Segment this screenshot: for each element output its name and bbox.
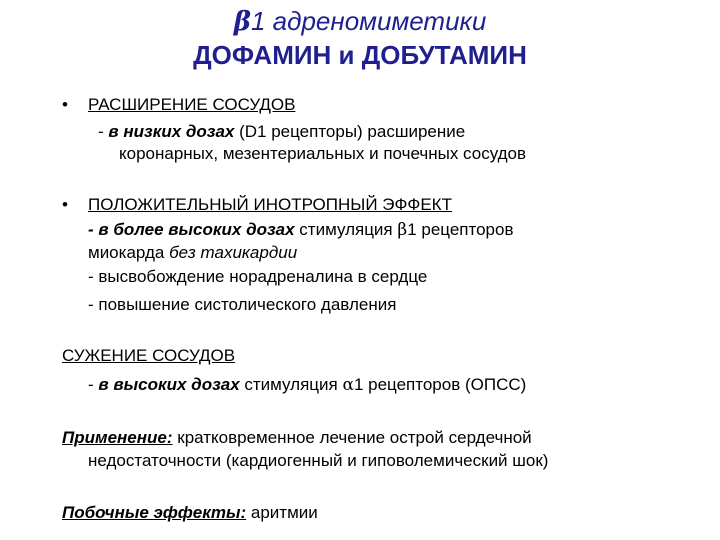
bullet-2: •	[62, 195, 68, 214]
section-2-line-2	[88, 242, 297, 264]
section-1-heading	[88, 94, 295, 116]
bullet-1: •	[62, 95, 68, 114]
section-3-line-1	[88, 374, 526, 396]
stimulation-text: стимуляция	[294, 220, 398, 239]
section-4-line-1	[62, 427, 532, 449]
section-2-heading-text: ПОЛОЖИТЕЛЬНЫЙ ИНОТРОПНЫЙ ЭФФЕКТ	[88, 195, 452, 214]
section-2-heading	[88, 194, 452, 216]
section-3-text: 1 рецепторов (ОПСС)	[353, 375, 527, 394]
section-4-line-2: недостаточности (кардиогенный и гиповолемический шок)	[88, 451, 549, 470]
beta-symbol: β	[397, 220, 408, 240]
application-text-a: кратковременное лечение острой сердечной	[172, 428, 532, 447]
section-2-line-1	[88, 219, 513, 241]
page-title-line-1	[0, 6, 720, 37]
section-1-line-2: коронарных, мезентериальных и почечных сосудов	[119, 144, 527, 163]
section-1-text-a: (D1 рецепторы) расширение	[234, 122, 466, 141]
no-tachycardia-text: без тахикардии	[169, 243, 298, 262]
beta-symbol: β	[233, 7, 251, 37]
section-1-line-1	[98, 121, 465, 143]
application-label: Применение:	[62, 428, 173, 447]
section-5-line	[62, 502, 318, 524]
section-3-heading-text: СУЖЕНИЕ СОСУДОВ	[62, 346, 236, 365]
page-title-line-2: ДОФАМИН и ДОБУТАМИН	[193, 40, 527, 70]
section-2-line-4: - повышение систолического давления	[88, 295, 397, 314]
side-effects-label: Побочные эффекты:	[62, 503, 247, 522]
dash: -	[88, 375, 99, 394]
high-dose-text: в высоких дозах	[98, 375, 240, 394]
title-line-1-text: 1 адреномиметики	[250, 6, 487, 36]
dash: -	[98, 122, 109, 141]
myocardium-text: миокарда	[88, 243, 170, 262]
section-2-text-a: 1 рецепторов	[407, 220, 514, 239]
side-effects-text: аритмии	[246, 503, 318, 522]
section-2-line-3: - высвобождение норадреналина в сердце	[88, 267, 428, 286]
alpha-symbol: α	[342, 375, 354, 395]
stimulation-text: стимуляция	[239, 375, 343, 394]
higher-dose-text: - в более высоких дозах	[88, 220, 295, 239]
low-dose-text: в низких дозах	[108, 122, 235, 141]
section-3-heading	[62, 345, 235, 367]
section-1-heading-text: РАСШИРЕНИЕ СОСУДОВ	[88, 95, 296, 114]
